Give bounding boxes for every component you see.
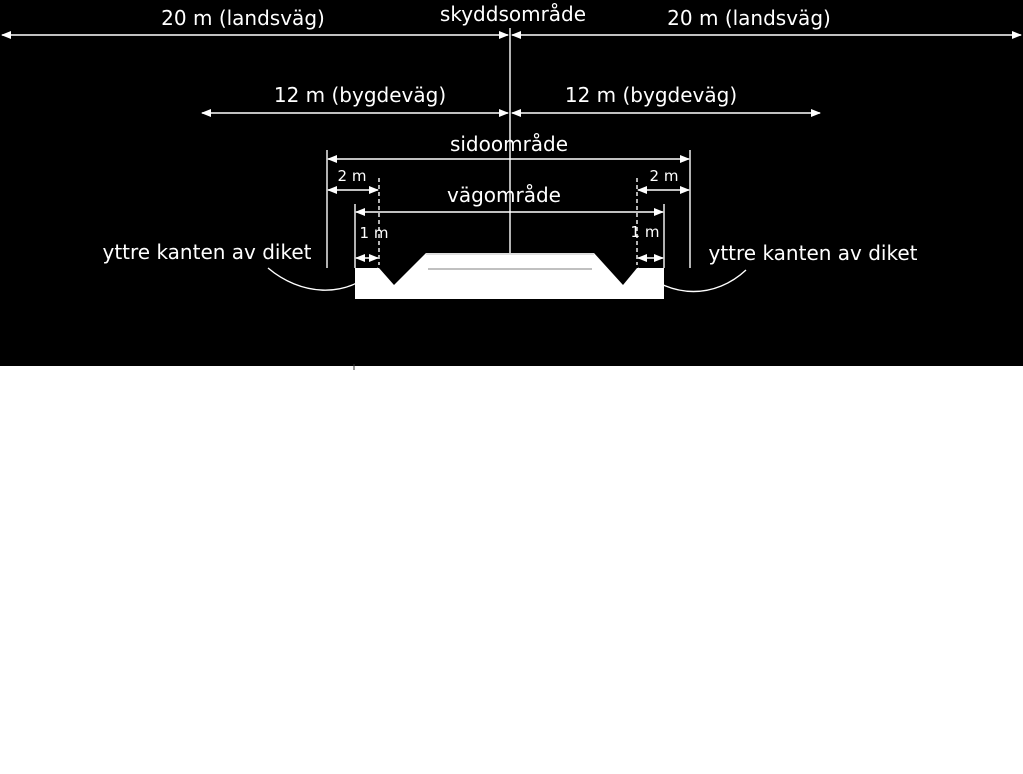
protection-area-label: skyddsområde (439, 2, 587, 26)
left-20m-label: 20 m (landsväg) (161, 6, 325, 30)
left-12m-label: 12 m (bygdeväg) (273, 83, 447, 107)
right-ditch-edge-label: yttre kanten av diket (708, 241, 918, 265)
left-ditch-edge-label: yttre kanten av diket (102, 240, 312, 264)
side-area-label: sidoområde (449, 132, 569, 156)
left-1m-label: 1 m (359, 224, 389, 242)
left-2m-label: 2 m (337, 167, 367, 185)
right-12m-label: 12 m (bygdeväg) (564, 83, 738, 107)
right-2m-label: 2 m (649, 167, 679, 185)
road-area-label: vägområde (447, 183, 561, 207)
right-1m-label: 1 m (630, 223, 660, 241)
lower-blank-panel (0, 366, 1023, 774)
right-20m-label: 20 m (landsväg) (667, 6, 831, 30)
